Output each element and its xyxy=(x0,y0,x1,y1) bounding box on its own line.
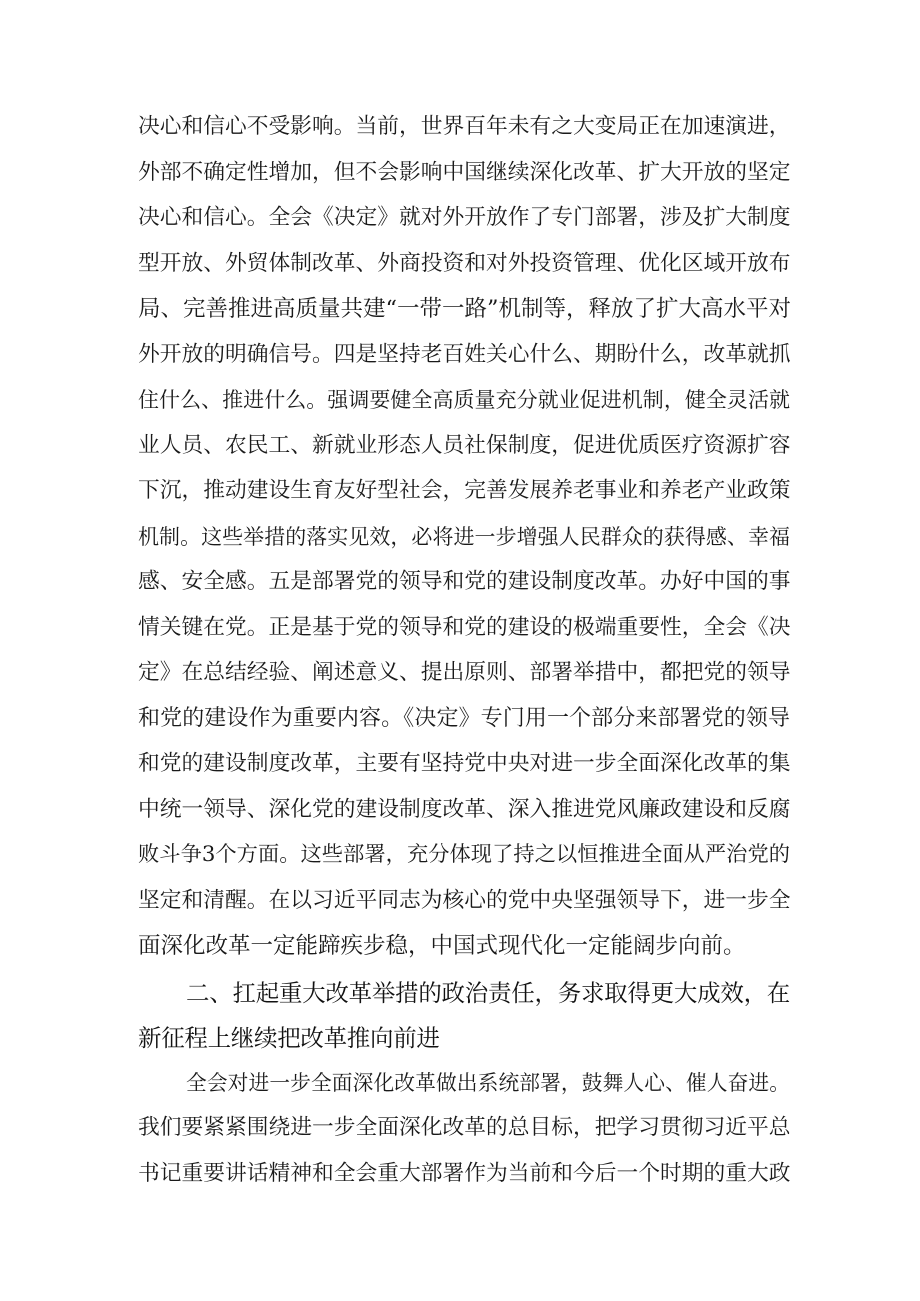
text-line: 定》在总结经验、阐述意义、提出原则、部署举措中，都把党的领导 xyxy=(138,660,791,685)
text-line: 情关键在党。正是基于党的领导和党的建设的极端重要性，全会《决 xyxy=(138,615,791,640)
text-line: 决心和信心不受影响。当前，世界百年未有之大变局正在加速演进， xyxy=(138,114,791,139)
text-line: 业人员、农民工、新就业形态人员社保制度，促进优质医疗资源扩容 xyxy=(138,433,791,458)
text-line: 下沉，推动建设生育友好型社会，完善发展养老事业和养老产业政策 xyxy=(138,478,791,503)
text-line: 机制。这些举措的落实见效，必将进一步增强人民群众的获得感、幸福 xyxy=(138,525,790,549)
text-line: 和党的建设作为重要内容。《决定》专门用一个部分来部署党的领导 xyxy=(138,706,790,731)
text-line: 全会对进一步全面深化改革做出系统部署，鼓舞人心、催人奋进。 xyxy=(186,1071,790,1095)
text-line: 型开放、外贸体制改革、外商投资和对外投资管理、优化区域开放布 xyxy=(138,251,791,276)
text-line: 感、安全感。五是部署党的领导和党的建设制度改革。办好中国的事 xyxy=(138,569,791,594)
text-line: 坚定和清醒。在以习近平同志为核心的党中央坚强领导下，进一步全 xyxy=(138,888,791,913)
heading-line: 新征程上继续把改革推向前进 xyxy=(138,1024,440,1052)
text-line: 外开放的明确信号。四是坚持老百姓关心什么、期盼什么，改革就抓 xyxy=(138,342,791,367)
text-line: 和党的建设制度改革，主要有坚持党中央对进一步全面深化改革的集 xyxy=(138,751,791,776)
text-line: 败斗争3个方面。这些部署，充分体现了持之以恒推进全面从严治党的 xyxy=(138,842,790,867)
text-line: 局、完善推进高质量共建“一带一路”机制等，释放了扩大高水平对 xyxy=(138,296,792,322)
text-line: 我们要紧紧围绕进一步全面深化改革的总目标，把学习贯彻习近平总 xyxy=(138,1115,791,1140)
text-line: 决心和信心。全会《决定》就对外开放作了专门部署，涉及扩大制度 xyxy=(138,205,791,230)
text-line: 外部不确定性增加，但不会影响中国继续深化改革、扩大开放的坚定 xyxy=(138,160,791,185)
text-line: 住什么、推进什么。强调要健全高质量充分就业促进机制，健全灵活就 xyxy=(138,388,790,412)
heading-line: 二、扛起重大改革举措的政治责任，务求取得更大成效，在 xyxy=(186,979,790,1007)
text-line: 面深化改革一定能蹄疾步稳，中国式现代化一定能阔步向前。 xyxy=(138,933,746,959)
text-line: 中统一领导、深化党的建设制度改革、深入推进党风廉政建设和反腐 xyxy=(138,797,791,822)
text-line: 书记重要讲话精神和全会重大部署作为当前和今后一个时期的重大政 xyxy=(138,1161,791,1186)
